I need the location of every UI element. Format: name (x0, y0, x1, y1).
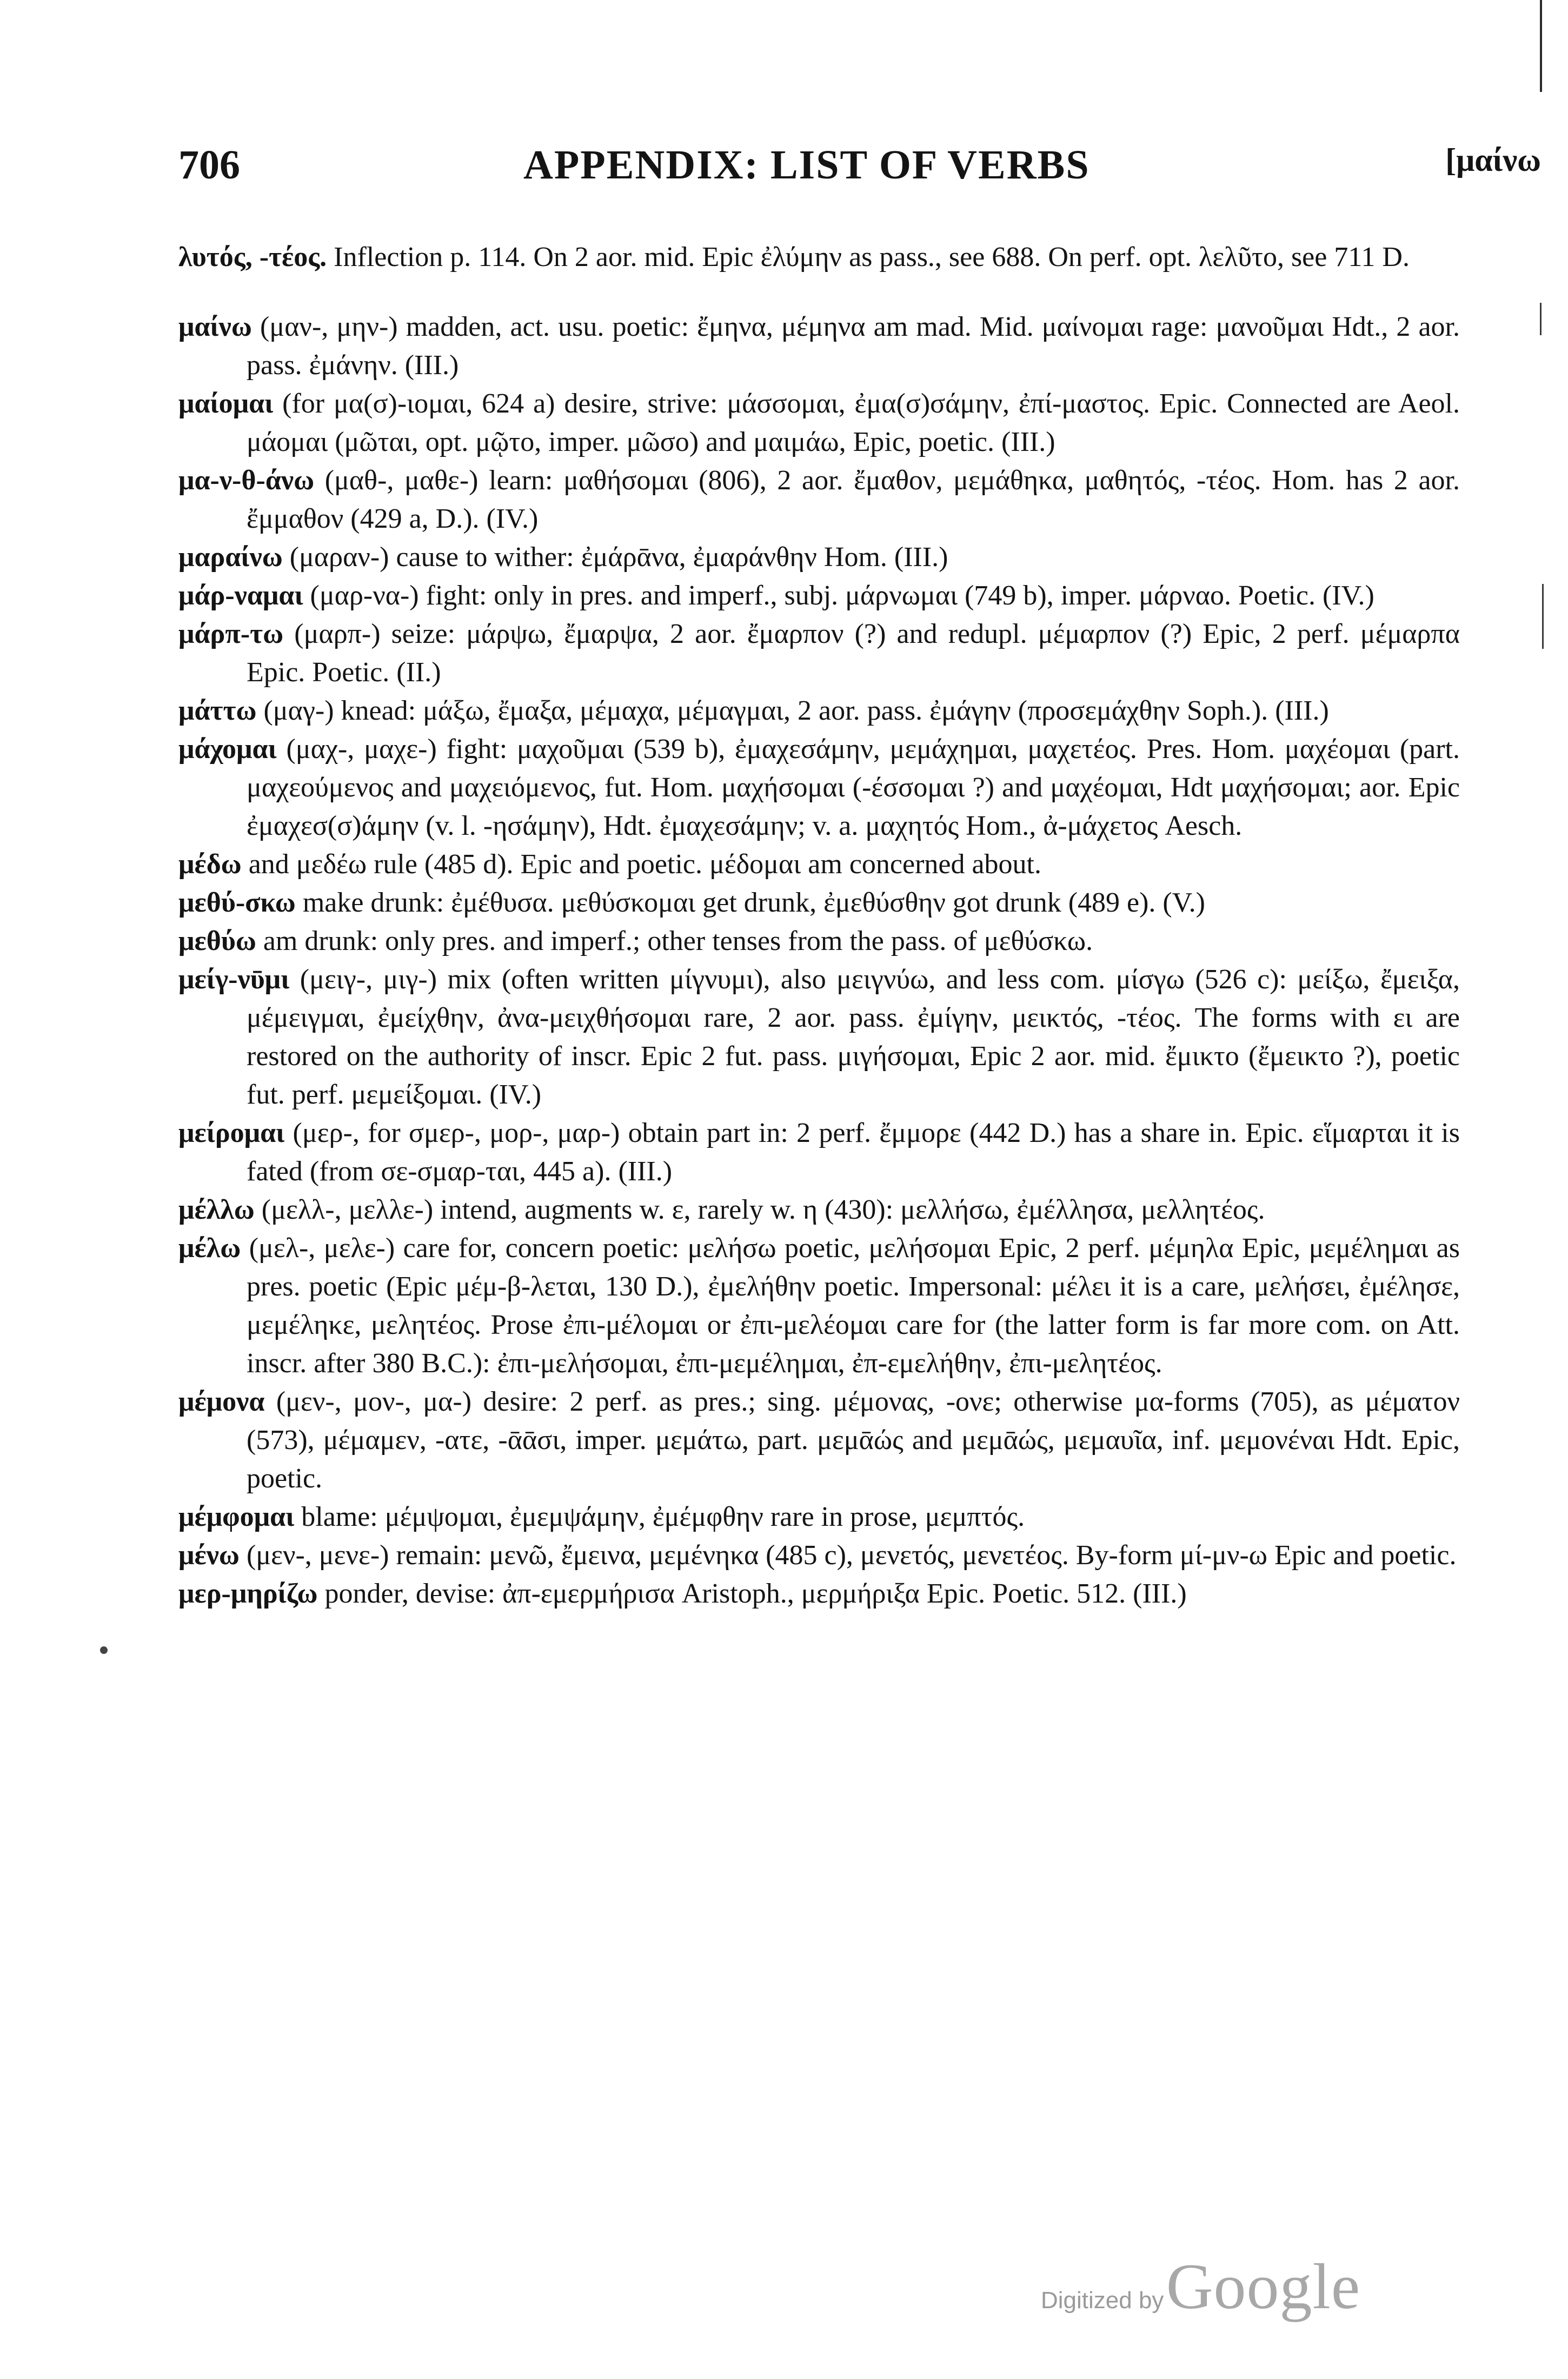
entry-text: (μαν-, μην-) madden, act. usu. poetic: ἔμηνα, μέμηνα am mad. Mid. μαίνομαι rage: μανοῦμαι Hdt., 2 aor. pass. ἐμάνην. (III.) (247, 311, 1460, 381)
headword: μεθύ-σκω (178, 887, 296, 918)
headword: μείρομαι (178, 1118, 285, 1148)
entry-text: (μερ-, for σμερ-, μορ-, μαρ-) obtain part in: 2 perf. ἔμμορε (442 D.) has a share in. Epic. εἵμαρται it is fated (from σε-σμαρ-ται, 445 a). (III.) (247, 1118, 1460, 1187)
verb-entry (178, 384, 1460, 461)
headword: μεθύω (178, 926, 256, 956)
verb-entry (178, 1536, 1460, 1574)
entry-text: (μειγ-, μιγ-) mix (often written μίγνυμι), also μειγνύω, and less com. μίσγω (526 c): μείξω, ἔμειξα, μέμειγμαι, ἐμείχθην, ἀνα-μειχθήσομαι rare, 2 aor. pass. ἐμίγην, μεικτός, -τέος. The forms with ει are restored on the authority of inscr. Epic 2 fut. pass. μιγήσομαι, Epic 2 aor. mid. ἔμικτο (ἔμεικτο ?), poetic fut. perf. μεμείξομαι. (IV.) (247, 964, 1460, 1110)
headword: μαραίνω (178, 542, 283, 573)
verb-entry (178, 845, 1460, 883)
catchword: [μαίνω (1445, 142, 1541, 178)
entry-text: Inflection p. 114. On 2 aor. mid. Epic ἐλύμην as pass., see 688. On perf. opt. λελῦτο, see 711 D. (327, 242, 1410, 273)
entry-text: (μαρ-να-) fight: only in pres. and imperf., subj. μάρνωμαι (749 b), imper. μάρναο. Poetic. (IV.) (303, 580, 1374, 611)
verb-entry (178, 238, 1460, 276)
page-number: 706 (178, 142, 240, 188)
headword: λυτός, -τέος. (178, 242, 327, 273)
headword: μαίνω (178, 311, 252, 342)
entry-text: (for μα(σ)-ιομαι, 624 a) desire, strive: μάσσομαι, ἐμα(σ)σάμην, ἐπί-μαστος. Epic. Connected are Aeol. μάομαι (μῶται, opt. μῷτο, imper. μῶσο) and μαιμάω, Epic, poetic. (III.) (247, 388, 1460, 457)
entry-text: (μελ-, μελε-) care for, concern poetic: μελήσω poetic, μελήσομαι Epic, 2 perf. μέμηλα Epic, μεμέλημαι as pres. poetic (Epic μέμ-β-λεται, 130 D.), ἐμελήθην poetic. Impersonal: μέλει it is a care, μελήσει, ἐμέλησε, μεμέληκε, μελητέος. Prose ἐπι-μέλομαι or ἐπι-μελέομαι care for (the latter form is far more com. on Att. inscr. after 380 B.C.): ἐπι-μελήσομαι, ἐπι-μεμέλημαι, ἐπ-εμελήθην, ἐπι-μελητέος. (241, 1233, 1460, 1379)
running-title: APPENDIX: LIST OF VERBS (523, 142, 1090, 188)
entry-text: and μεδέω rule (485 d). Epic and poetic. μέδομαι am concerned about. (241, 849, 1041, 880)
verb-entry (178, 692, 1460, 730)
entry-text: (μεν-, μον-, μα-) desire: 2 perf. as pres.; sing. μέμονας, -ονε; otherwise μα-forms (705), as μέματον (573), μέμαμεν, -ατε, -ᾱᾱσι, imper. μεμάτω, part. μεμᾱώς and μεμᾱώς, μεμαυῖα, inf. μεμονέναι Hdt. Epic, poetic. (247, 1386, 1460, 1494)
google-logo-text: Google (1166, 2250, 1361, 2322)
headword: μαίομαι (178, 388, 274, 419)
margin-mark (100, 1646, 108, 1654)
headword: μέμονα (178, 1386, 265, 1417)
headword: μερ-μηρίζω (178, 1578, 318, 1609)
headword: μάχομαι (178, 734, 277, 765)
verb-entry (178, 1229, 1460, 1383)
verb-entry (178, 730, 1460, 845)
verb-entry (178, 308, 1460, 384)
verb-entry (178, 1191, 1460, 1229)
verb-entry (178, 1574, 1460, 1613)
entry-text: make drunk: ἐμέθυσα. μεθύσκομαι get drunk, ἐμεθύσθην got drunk (489 e). (V.) (295, 887, 1205, 918)
headword: μείγ-νῡμι (178, 964, 290, 995)
verb-entry (178, 538, 1460, 576)
entry-text: (μαχ-, μαχε-) fight: μαχοῦμαι (539 b), ἐμαχεσάμην, μεμάχημαι, μαχετέος. Pres. Hom. μαχέομαι (part. μαχεούμενος and μαχειόμενος, fut. Hom. μαχήσομαι (-έσσομαι ?) and μαχέομαι, Hdt μαχήσομαι; aor. Epic ἐμαχεσ(σ)άμην (v. l. -ησάμην), Hdt. ἐμαχεσάμην; v. a. μαχητός Hom., ἀ-μάχετος Aesch. (247, 734, 1460, 841)
scan-edge-line (1540, 303, 1542, 335)
entry-text: (μαγ-) knead: μάξω, ἔμαξα, μέμαχα, μέμαγμαι, 2 aor. pass. ἐμάγην (προσεμάχθην Soph.). (III.) (256, 695, 1329, 726)
verb-entry (178, 960, 1460, 1114)
headword: μα-ν-θ-άνω (178, 465, 315, 496)
entry-text: (μεν-, μενε-) remain: μενῶ, ἔμεινα, μεμένηκα (485 c), μενετός, μενετέος. By-form μί-μν-ω Epic and poetic. (239, 1540, 1457, 1571)
verb-entry (178, 615, 1460, 692)
watermark-prefix: Digitized by (1041, 2287, 1164, 2314)
entry-text: ponder, devise: ἀπ-εμερμήρισα Aristoph., μερμήριξα Epic. Poetic. 512. (III.) (317, 1578, 1187, 1609)
entry-text: (μαρπ-) seize: μάρψω, ἔμαρψα, 2 aor. ἔμαρπον (?) and redupl. μέμαρπον (?) Epic, 2 perf. μέμαρπα Epic. Poetic. (II.) (247, 619, 1460, 688)
scan-edge-line (1542, 584, 1544, 649)
verb-entry (178, 1498, 1460, 1536)
verb-entry (178, 461, 1460, 538)
verb-list (178, 238, 1460, 1613)
headword: μέλω (178, 1233, 241, 1264)
verb-entry (178, 1383, 1460, 1498)
headword: μάττω (178, 695, 257, 726)
entry-text: am drunk: only pres. and imperf.; other tenses from the pass. of μεθύσκω. (256, 926, 1093, 956)
headword: μέμφομαι (178, 1501, 295, 1532)
headword: μάρ-ναμαι (178, 580, 303, 611)
entry-text: blame: μέμψομαι, ἐμεμψάμην, ἐμέμφθην rare in prose, μεμπτός. (294, 1501, 1025, 1532)
verb-entry (178, 922, 1460, 960)
entry-text: (μαραν-) cause to wither: ἐμάρᾱνα, ἐμαράνθην Hom. (III.) (282, 542, 948, 573)
verb-entry (178, 883, 1460, 922)
page-header (178, 142, 1541, 201)
headword: μάρπ-τω (178, 619, 284, 649)
scan-edge-line (1540, 0, 1542, 92)
verb-entry (178, 1114, 1460, 1191)
headword: μέλλω (178, 1194, 255, 1225)
headword: μένω (178, 1540, 240, 1571)
entry-text: (μελλ-, μελλε-) intend, augments w. ε, rarely w. η (430): μελλήσω, ἐμέλλησα, μελλητέος. (254, 1194, 1265, 1225)
verb-entry (178, 576, 1460, 615)
digitization-watermark (1041, 2249, 1419, 2320)
entry-text: (μαθ-, μαθε-) learn: μαθήσομαι (806), 2 aor. ἔμαθον, μεμάθηκα, μαθητός, -τέος. Hom. has 2 aor. ἔμμαθον (429 a, D.). (IV.) (247, 465, 1460, 534)
headword: μέδω (178, 849, 242, 880)
